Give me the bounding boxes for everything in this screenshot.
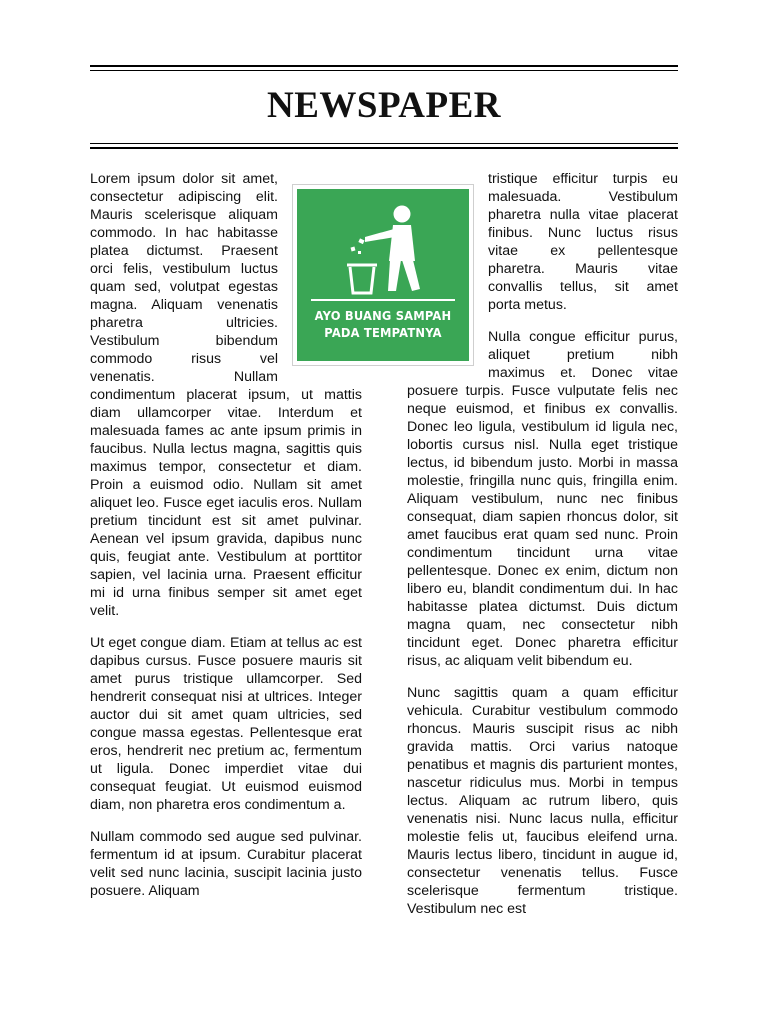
left-paragraph-2: Ut eget congue diam. Etiam at tellus ac est dapibus cursus. Fusce posuere mauris sit amet purus tristique ullamcorper. Sed hendrerit consequat nisi at ultrices. Integer auctor dui sit amet quam ultricies, sed congue massa egestas. Pellentesque erat eros, hendrerit nec pretium ac, fermentum ut ligula. Donec imperdiet vitae dui consequat feugiat. Ut euismod euismod diam, non pharetra eros condimentum a. — [90, 635, 362, 813]
right-paragraph-2-continued: posuere turpis. Fusce vulputate felis nec neque euismod, et finibus ex convallis. Donec leo ligula, vestibulum id ligula nec, lobortis cursus nisl. Nulla eget tristique lectus, id bibendum justo. Morbi in massa molestie, fringilla nunc quis, fringilla enim. Aliquam vestibulum, nunc nec finibus consequat, diam sapien rhoncus dolor, sit amet faucibus erat quam sed nunc. Proin condimentum tincidunt urna vitae pellentesque. Donec ex enim, dictum non libero eu, blandit condimentum dui. In hac habitasse platea dictumst. Duis dictum magna quam, nec consectetur nibh tincidunt eget. Donec pharetra efficitur risus, ac aliquam velit bibendum eu. — [407, 383, 678, 669]
right-column-wrap-1 — [488, 170, 678, 314]
right-wrap-line: malesuada. Vestibulum — [488, 189, 678, 205]
left-wrap-line: orci felis, vestibulum luctus — [90, 261, 278, 277]
right-wrap-line: pharetra nulla vitae placerat — [488, 207, 678, 223]
right-wrap-line: porta metus. — [488, 297, 567, 313]
left-paragraph-1-continued: condimentum placerat ipsum, ut mattis diam ullamcorper vitae. Interdum et malesuada fames ac ante ipsum primis in faucibus. Nulla lectus magna, sagittis quis maximus tempor, consectetur et diam. Proin a euismod odio. Nullam sit amet aliquet leo. Fusce eget iaculis eros. Nullam pretium tincidunt est sit amet pulvinar. Aenean vel ipsum gravida, dapibus nunc quis, feugiat ante. Vestibulum at porttitor sapien, vel lacinia urna. Praesent efficitur mi id urna finibus semper sit amet eget velit. — [90, 387, 362, 619]
left-paragraph-3: Nullam commodo sed augue sed pulvinar. fermentum id at ipsum. Curabitur placerat velit sed nunc lacinia, suscipit lacinia justo posuere. Aliquam — [90, 829, 362, 899]
left-wrap-line: commodo risus vel — [90, 351, 278, 367]
left-wrap-line: commodo. In hac habitasse — [90, 225, 278, 241]
masthead-top-rule — [90, 65, 678, 67]
left-wrap-line: magna. Aliquam venenatis — [90, 297, 278, 313]
left-wrap-line: Lorem ipsum dolor sit amet, — [90, 171, 278, 187]
left-column-body — [90, 386, 362, 900]
right-wrap-line: convallis tellus, sit amet — [488, 279, 678, 295]
right-wrap-line: maximus et. Donec vitae — [488, 365, 678, 381]
masthead-bottom-rule — [90, 147, 678, 149]
left-wrap-line: Mauris scelerisque aliquam — [90, 207, 278, 223]
masthead-top-rule-thin — [90, 70, 678, 71]
right-column-wrap-2 — [488, 328, 678, 382]
right-wrap-line: aliquet pretium nibh — [488, 347, 678, 363]
sign-caption — [304, 307, 462, 341]
sign-caption-line-2: PADA TEMPATNYA — [324, 325, 442, 340]
right-wrap-line: tristique efficitur turpis eu — [488, 171, 678, 187]
masthead-bottom-rule-thin — [90, 143, 678, 144]
left-wrap-line: pharetra ultricies. — [90, 315, 278, 331]
right-wrap-line: vitae ex pellentesque — [488, 243, 678, 259]
sign-panel — [297, 189, 469, 361]
sign-caption-line-1: AYO BUANG SAMPAH — [314, 308, 452, 323]
left-wrap-line: platea dictumst. Praesent — [90, 243, 278, 259]
right-wrap-line: pharetra. Mauris vitae — [488, 261, 678, 277]
trash-sign-image — [292, 184, 474, 366]
left-wrap-line: Vestibulum bibendum — [90, 333, 278, 349]
right-wrap-line: Nulla congue efficitur purus, — [488, 329, 678, 345]
right-paragraph-3: Nunc sagittis quam a quam efficitur vehicula. Curabitur vestibulum commodo rhoncus. Mauris suscipit risus ac nibh gravida mattis. Orci varius natoque penatibus et magnis dis parturient montes, nascetur ridiculus mus. Morbi in tempus lectus. Aliquam ac rutrum libero, quis venenatis nisi. Nunc lacus nulla, efficitur molestie felis ut, faucibus eleifend urna. Mauris lectus libero, tincidunt in augue id, consectetur venenatis tellus. Fusce scelerisque fermentum tristique. Vestibulum nec est — [407, 685, 678, 917]
sign-divider — [311, 299, 455, 301]
left-wrap-line: quam sed, volutpat egestas — [90, 279, 278, 295]
person-throwing-trash-icon — [341, 203, 431, 295]
right-column-body — [407, 382, 678, 918]
left-wrap-line: consectetur adipiscing elit. — [90, 189, 278, 205]
right-wrap-line: finibus. Nunc luctus risus — [488, 225, 678, 241]
left-wrap-line: venenatis. Nullam — [90, 369, 278, 385]
left-column-wrap — [90, 170, 278, 386]
masthead-title: NEWSPAPER — [266, 85, 502, 126]
